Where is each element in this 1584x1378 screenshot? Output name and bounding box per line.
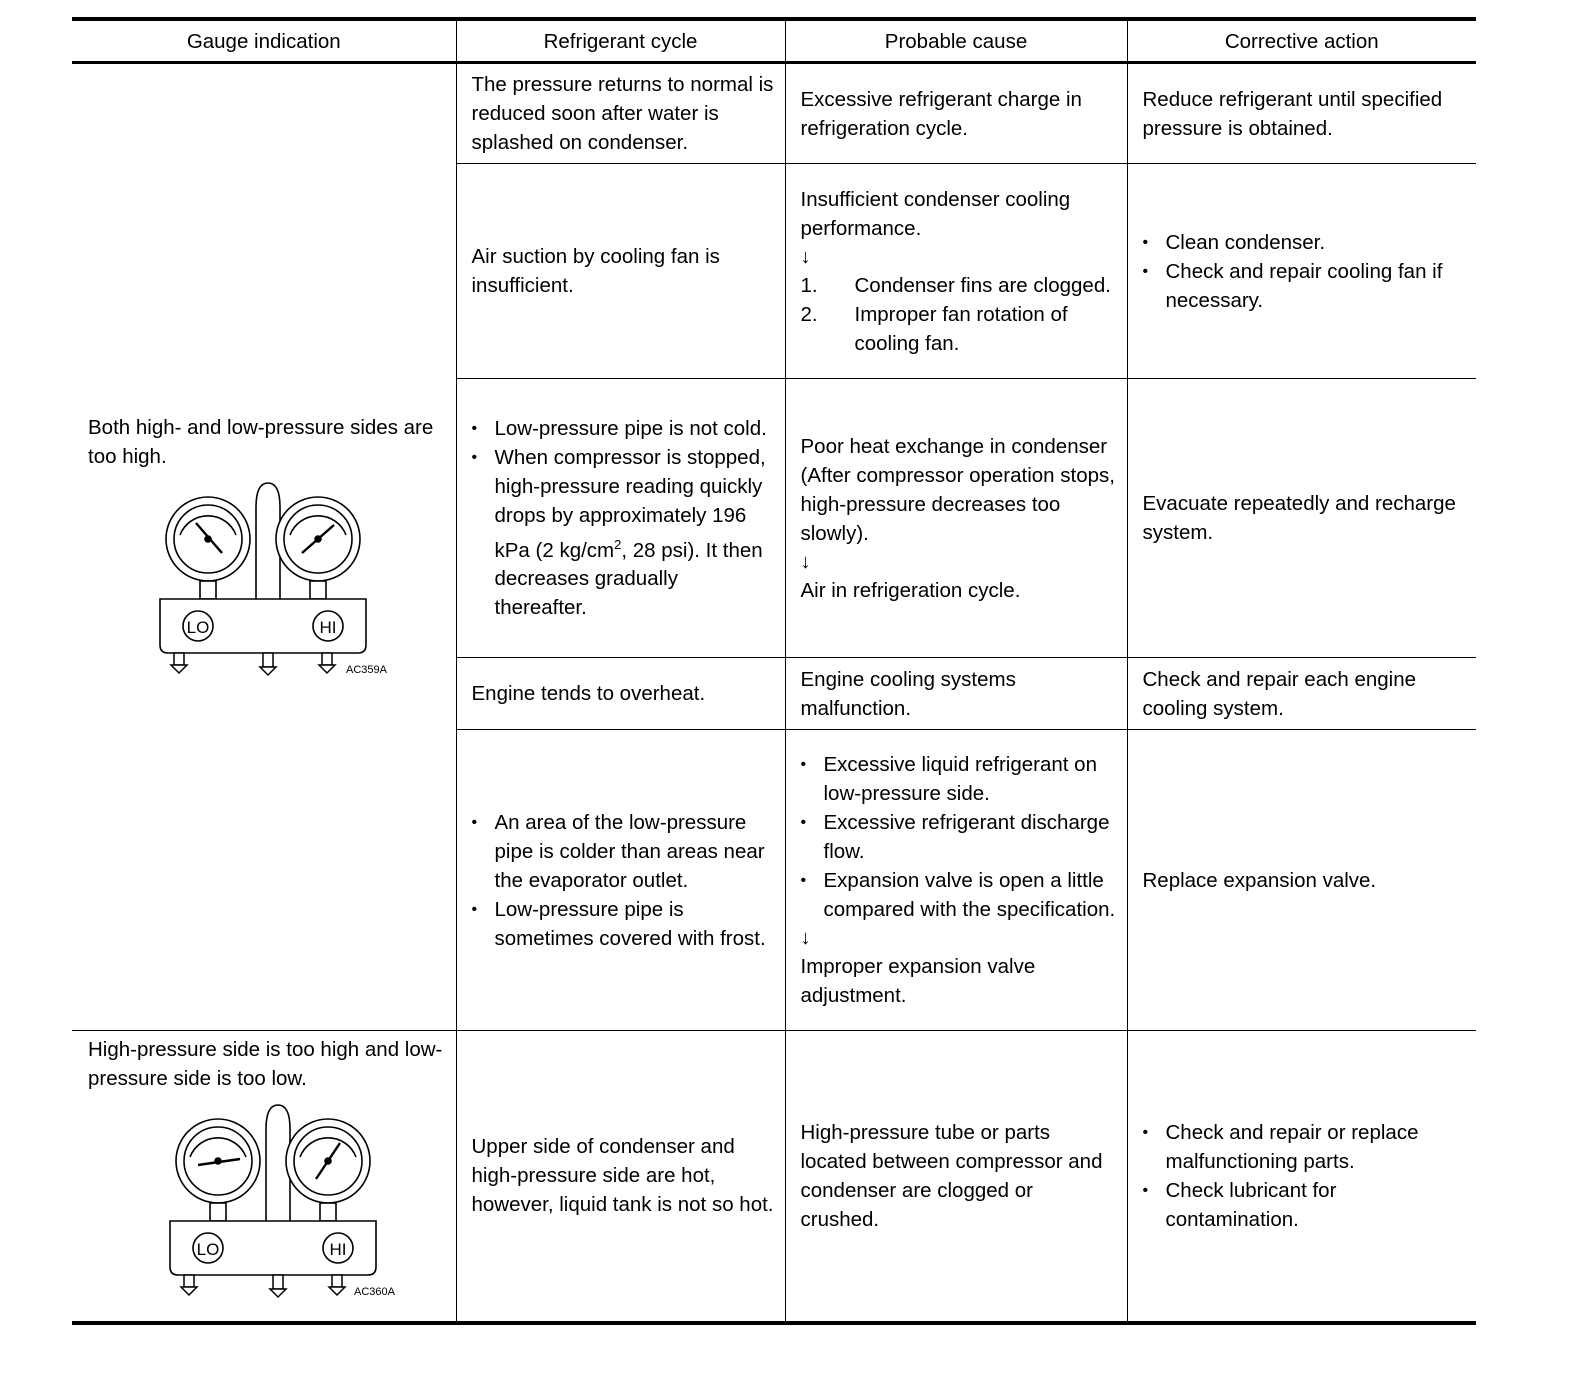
- cause-line: Air in refrigeration cycle.: [800, 578, 1021, 602]
- action-list: [1143, 1118, 1467, 1234]
- hi-gauge-dial-icon: [276, 497, 360, 599]
- probable-cause-cell: Engine cooling systems malfunction.: [785, 658, 1127, 730]
- cycle-list: [472, 808, 775, 953]
- list-item: • Excessive liquid refrigerant on low-pressure side.: [801, 750, 1117, 808]
- lo-label: LO: [196, 1240, 220, 1259]
- hi-label: HI: [319, 618, 337, 637]
- table-row: [72, 1031, 1476, 1323]
- refrigerant-cycle-cell: Engine tends to overheat.: [456, 658, 785, 730]
- manifold-fittings: [171, 653, 335, 675]
- header-gauge-indication: Gauge indication: [72, 19, 456, 63]
- corrective-action-cell: Evacuate repeatedly and recharge system.: [1127, 379, 1476, 658]
- cause-line: Poor heat exchange in condenser: [800, 434, 1108, 458]
- list-item: • An area of the low-pressure pipe is colder than areas near the evaporator outlet.: [472, 808, 775, 895]
- gauge-indication-text: Both high- and low-pressure sides are too high.: [88, 416, 434, 468]
- probable-cause-cell: [785, 164, 1127, 379]
- list-item: • Expansion valve is open a little compared with the specification.: [801, 866, 1117, 924]
- list-item: • Check and repair or replace malfunctioning parts.: [1143, 1118, 1467, 1176]
- probable-cause-cell: Excessive refrigerant charge in refrigeration cycle.: [785, 63, 1127, 164]
- refrigerant-cycle-cell: [456, 730, 785, 1031]
- list-item: • Low-pressure pipe is not cold.: [472, 414, 775, 443]
- probable-cause-cell: [785, 379, 1127, 658]
- gauge-indication-cell-1: [72, 63, 456, 1031]
- probable-cause-cell: High-pressure tube or parts located between compressor and condenser are clogged or crushed.: [785, 1031, 1127, 1323]
- manifold-gauge-figure-1: [138, 477, 387, 677]
- cause-steps: [801, 271, 1117, 358]
- manifold-gauge-figure-2: [148, 1099, 395, 1299]
- header-corrective-action: Corrective action: [1127, 19, 1476, 63]
- manifold-fittings: [181, 1275, 345, 1297]
- refrigerant-cycle-cell: Air suction by cooling fan is insufficient.: [456, 164, 785, 379]
- gauge-indication-text: High-pressure side is too high and low-pressure side is too low.: [88, 1038, 443, 1090]
- lo-gauge-dial-icon: [176, 1119, 260, 1221]
- figure-label: AC360A: [354, 1286, 395, 1298]
- cause-result: Improper expansion valve adjustment.: [800, 955, 1036, 1007]
- list-item: • Excessive refrigerant discharge flow.: [801, 808, 1117, 866]
- refrigerant-cycle-cell: Upper side of condenser and high-pressure side are hot, however, liquid tank is not so hot.: [456, 1031, 785, 1323]
- cause-list: [801, 750, 1117, 924]
- hi-gauge-dial-icon: [286, 1119, 370, 1221]
- corrective-action-cell: Reduce refrigerant until specified pressure is obtained.: [1127, 63, 1476, 164]
- superscript: 2: [614, 536, 622, 552]
- header-probable-cause: Probable cause: [785, 19, 1127, 63]
- list-item: 2. Improper fan rotation of cooling fan.: [800, 302, 1068, 355]
- cause-intro: Insufficient condenser cooling performance.: [800, 187, 1071, 240]
- refrigerant-cycle-cell: The pressure returns to normal is reduced soon after water is splashed on condenser.: [456, 63, 785, 164]
- hi-label: HI: [329, 1240, 347, 1259]
- table-row: [72, 63, 1476, 164]
- down-arrow-icon: ↓: [800, 550, 811, 573]
- corrective-action-cell: [1127, 164, 1476, 379]
- cycle-list: [472, 414, 775, 623]
- action-list: [1143, 228, 1467, 315]
- cause-line: (After compressor operation stops, high-pressure decreases too slowly).: [800, 463, 1115, 545]
- list-item: • Low-pressure pipe is sometimes covered with frost.: [472, 895, 775, 953]
- troubleshooting-table: [72, 17, 1476, 1325]
- list-item: • Check and repair cooling fan if necessary.: [1143, 257, 1467, 315]
- list-item: 1. Condenser fins are clogged.: [800, 273, 1111, 297]
- corrective-action-cell: Replace expansion valve.: [1127, 730, 1476, 1031]
- list-item: • When compressor is stopped, high-pressure reading quickly drops by approximately 196 kPa (2 $kg/cm^2$, 28 psi). It then decreases gradually thereafter.: [472, 443, 775, 623]
- down-arrow-icon: ↓: [800, 245, 811, 268]
- figure-label: AC359A: [346, 664, 387, 676]
- corrective-action-cell: Check and repair each engine cooling system.: [1127, 658, 1476, 730]
- lo-gauge-dial-icon: [166, 497, 250, 599]
- list-item: • Clean condenser.: [1143, 228, 1467, 257]
- list-item: • Check lubricant for contamination.: [1143, 1176, 1467, 1234]
- refrigerant-cycle-cell: [456, 379, 785, 658]
- header-refrigerant-cycle: Refrigerant cycle: [456, 19, 785, 63]
- lo-label: LO: [186, 618, 210, 637]
- probable-cause-cell: [785, 730, 1127, 1031]
- gauge-indication-cell-2: [72, 1031, 456, 1323]
- corrective-action-cell: [1127, 1031, 1476, 1323]
- header-row: [72, 19, 1476, 63]
- down-arrow-icon: ↓: [800, 927, 811, 949]
